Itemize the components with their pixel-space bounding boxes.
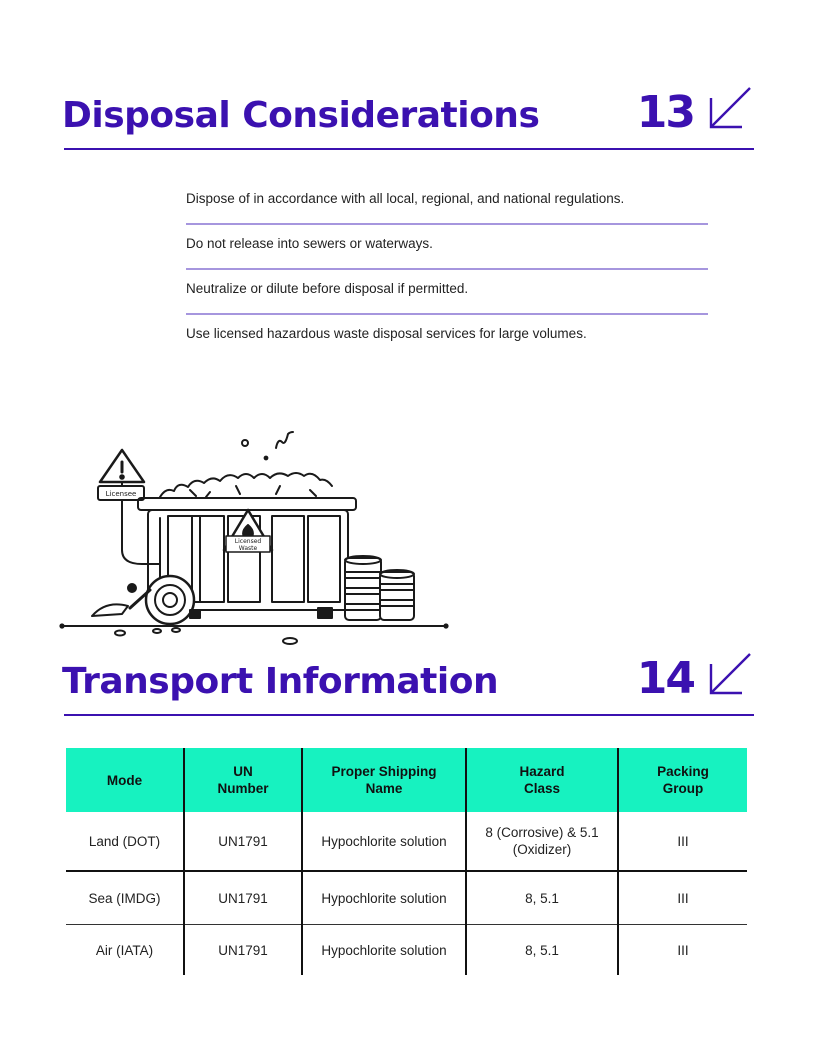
disposal-section-header [62,80,754,150]
cell-shipping-name: Hypochlorite solution [302,812,466,871]
disposal-list [186,182,708,362]
table-row [66,925,747,976]
disposal-divider [64,148,754,150]
header-mode: Mode [66,748,184,812]
cell-shipping-name: Hypochlorite solution [302,925,466,976]
transport-divider [64,714,754,716]
list-item: Use licensed hazardous waste disposal services for large volumes. [186,326,587,341]
transport-section-number: 14 [636,653,694,704]
cell-mode: Land (DOT) [66,812,184,871]
cell-packing-group: III [618,812,747,871]
arrow-down-left-icon [704,84,754,134]
cell-mode: Sea (IMDG) [66,871,184,925]
transport-section-header [62,646,754,716]
cell-hazard-class: 8 (Corrosive) & 5.1 (Oxidizer) [466,812,618,871]
cell-shipping-name: Hypochlorite solution [302,871,466,925]
cell-un-number: UN1791 [184,871,302,925]
cell-un-number: UN1791 [184,925,302,976]
licensed-label-line1: Licensed [234,538,262,545]
transport-title: Transport Information [62,661,499,702]
waste-container-illustration [40,420,460,650]
transport-table [66,748,747,975]
disposal-section-number: 13 [636,87,694,138]
list-item: Dispose of in accordance with all local, regional, and national regulations. [186,182,708,225]
table-header-row [66,748,747,812]
table-row [66,871,747,925]
cell-un-number: UN1791 [184,812,302,871]
cell-hazard-class: 8, 5.1 [466,925,618,976]
cell-hazard-class: 8, 5.1 [466,871,618,925]
header-un-number: UN Number [184,748,302,812]
licensed-label-line2: Waste [238,545,258,552]
licensee-sign-label: Licensee [105,490,137,498]
list-item: Do not release into sewers or waterways. [186,227,708,270]
cell-packing-group: III [618,871,747,925]
table-row [66,812,747,871]
arrow-down-left-icon [704,650,754,700]
header-packing-group: Packing Group [618,748,747,812]
header-hazard-class: Hazard Class [466,748,618,812]
list-item: Neutralize or dilute before disposal if permitted. [186,272,708,315]
cell-packing-group: III [618,925,747,976]
disposal-title: Disposal Considerations [62,95,540,136]
header-shipping-name: Proper Shipping Name [302,748,466,812]
cell-mode: Air (IATA) [95,942,154,958]
